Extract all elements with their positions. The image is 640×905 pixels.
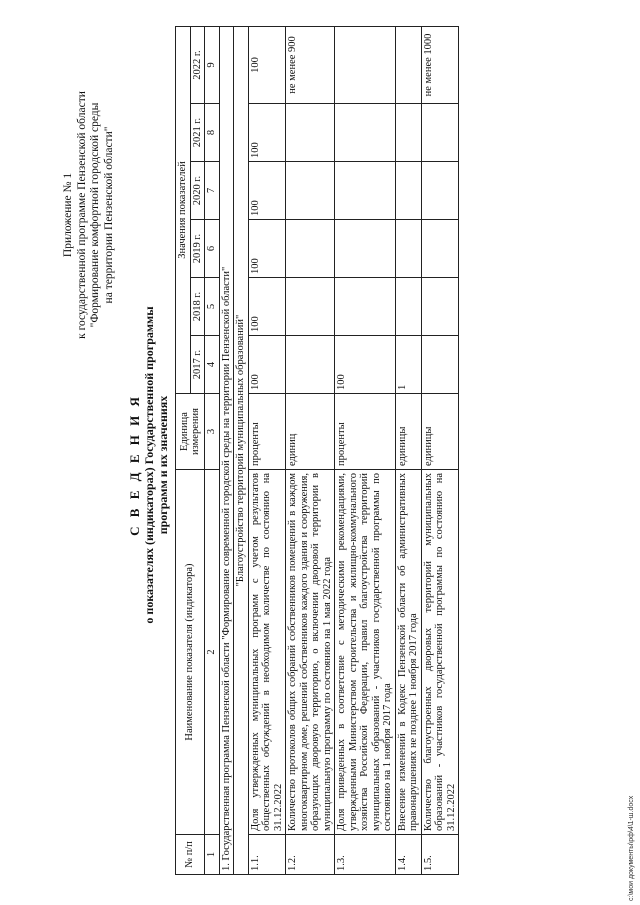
header-year: 2019 г.: [190, 220, 205, 278]
col-number: 7: [205, 162, 220, 220]
table-row: [335, 27, 396, 875]
header-year: 2018 г.: [190, 278, 205, 336]
header-unit: Единица измерения: [176, 394, 205, 470]
value-cell: [286, 162, 335, 220]
title-line-1: С В Е Д Е Н И Я: [127, 394, 142, 536]
header-year: 2022 г.: [190, 27, 205, 104]
indicator-name: Доля приведенных в соответствие с методическими рекомендациями, утвержденными Министерством строительства и жилищно-коммунального хозяйства Российской Федерации, правил благоустройства территорий муниципальных образований - участников государственной программы по состоянию на 1 ноября 2017 года: [335, 470, 396, 835]
value-cell: не менее 1000: [421, 27, 459, 104]
unit-cell: единицы: [421, 394, 459, 470]
table-row: [248, 27, 286, 875]
value-cell: 100: [248, 278, 286, 336]
col-number: 5: [205, 278, 220, 336]
indicator-name: Внесение изменений в Кодекс Пензенской области об административных правонарушениях не позднее 1 ноября 2017 года: [395, 470, 421, 835]
value-cell: 100: [248, 162, 286, 220]
value-cell: [286, 278, 335, 336]
value-cell: [335, 104, 396, 162]
indicator-name: Количество благоустроенных дворовых территорий муниципальных образований - участников государственной программы по состоянию на 31.12.2022: [421, 470, 459, 835]
appendix-line-1: Приложение № 1: [62, 172, 74, 258]
appendix-line-4: на территории Пензенской области": [102, 126, 115, 304]
appendix-line-2: к государственной программе Пензенской области: [75, 91, 88, 339]
value-cell: [395, 220, 421, 278]
col-number: 9: [205, 27, 220, 104]
value-cell: не менее 900: [286, 27, 335, 104]
appendix-line-3: "Формирование комфортной городской среды: [89, 102, 101, 328]
subsection-row: [234, 27, 249, 875]
indicator-name: Количество протоколов общих собраний собственников помещений в каждом многоквартирном доме, решений собственников каждого здания и сооружения, образующих дворовую территорию, о включении дворовой территории в муниципальную программу по состоянию на 1 мая 2022 года: [286, 470, 335, 835]
value-cell: [421, 104, 459, 162]
col-number: 6: [205, 220, 220, 278]
value-cell: 100: [248, 220, 286, 278]
value-cell: [421, 278, 459, 336]
value-cell: 1: [395, 336, 421, 394]
value-cell: 100: [248, 104, 286, 162]
header-year: 2020 г.: [190, 162, 205, 220]
unit-cell: проценты: [248, 394, 286, 470]
value-cell: 100: [248, 27, 286, 104]
indicators-table: [175, 26, 459, 875]
value-cell: [395, 104, 421, 162]
appendix-note: [62, 45, 116, 385]
value-cell: [286, 220, 335, 278]
title-line-2: о показателях (индикаторах) Государственной программы: [142, 306, 156, 624]
value-cell: [421, 336, 459, 394]
header-values-group: Значения показателей: [176, 27, 191, 394]
value-cell: [335, 220, 396, 278]
unit-cell: единицы: [395, 394, 421, 470]
value-cell: [421, 162, 459, 220]
col-number: 1: [205, 835, 220, 875]
header-year: 2021 г.: [190, 104, 205, 162]
subsection-title: "Благоустройство территорий муниципальных образований": [234, 27, 249, 875]
value-cell: [286, 104, 335, 162]
col-number: 2: [205, 470, 220, 835]
col-number: 3: [205, 394, 220, 470]
value-cell: [286, 336, 335, 394]
row-number: 1.4.: [395, 835, 421, 875]
value-cell: [395, 27, 421, 104]
value-cell: 100: [248, 336, 286, 394]
row-number: 1.3.: [335, 835, 396, 875]
document-title: [128, 225, 170, 705]
table-row: [421, 27, 459, 875]
header-name: Наименование показателя (индикатора): [176, 470, 205, 835]
header-row-col-numbers: [205, 27, 220, 875]
value-cell: [335, 162, 396, 220]
col-number: 4: [205, 336, 220, 394]
header-row-1: [176, 27, 191, 875]
header-year: 2017 г.: [190, 336, 205, 394]
value-cell: [395, 278, 421, 336]
value-cell: [335, 278, 396, 336]
row-number: 1.1.: [248, 835, 286, 875]
title-line-3: программ и их значениях: [156, 395, 170, 535]
col-number: 8: [205, 104, 220, 162]
value-cell: 100: [335, 336, 396, 394]
table-row: [395, 27, 421, 875]
row-number: 1.2.: [286, 835, 335, 875]
value-cell: [395, 162, 421, 220]
value-cell: [421, 220, 459, 278]
file-path-footer: c:\мои документы\рф\4\1-ш.docx: [628, 795, 635, 901]
header-num: № п/п: [176, 835, 205, 875]
row-number: 1.5.: [421, 835, 459, 875]
unit-cell: проценты: [335, 394, 396, 470]
section-title: 1. Государственная программа Пензенской области "Формирование современной городской среды на территории Пензенской области": [219, 27, 234, 875]
indicator-name: Доля утвержденных муниципальных программ с учетом результатов общественных обсуждений в необходимом количестве по состоянию на 31.12.2022: [248, 470, 286, 835]
section-row: [219, 27, 234, 875]
unit-cell: единиц: [286, 394, 335, 470]
table-row: [286, 27, 335, 875]
value-cell: [335, 27, 396, 104]
